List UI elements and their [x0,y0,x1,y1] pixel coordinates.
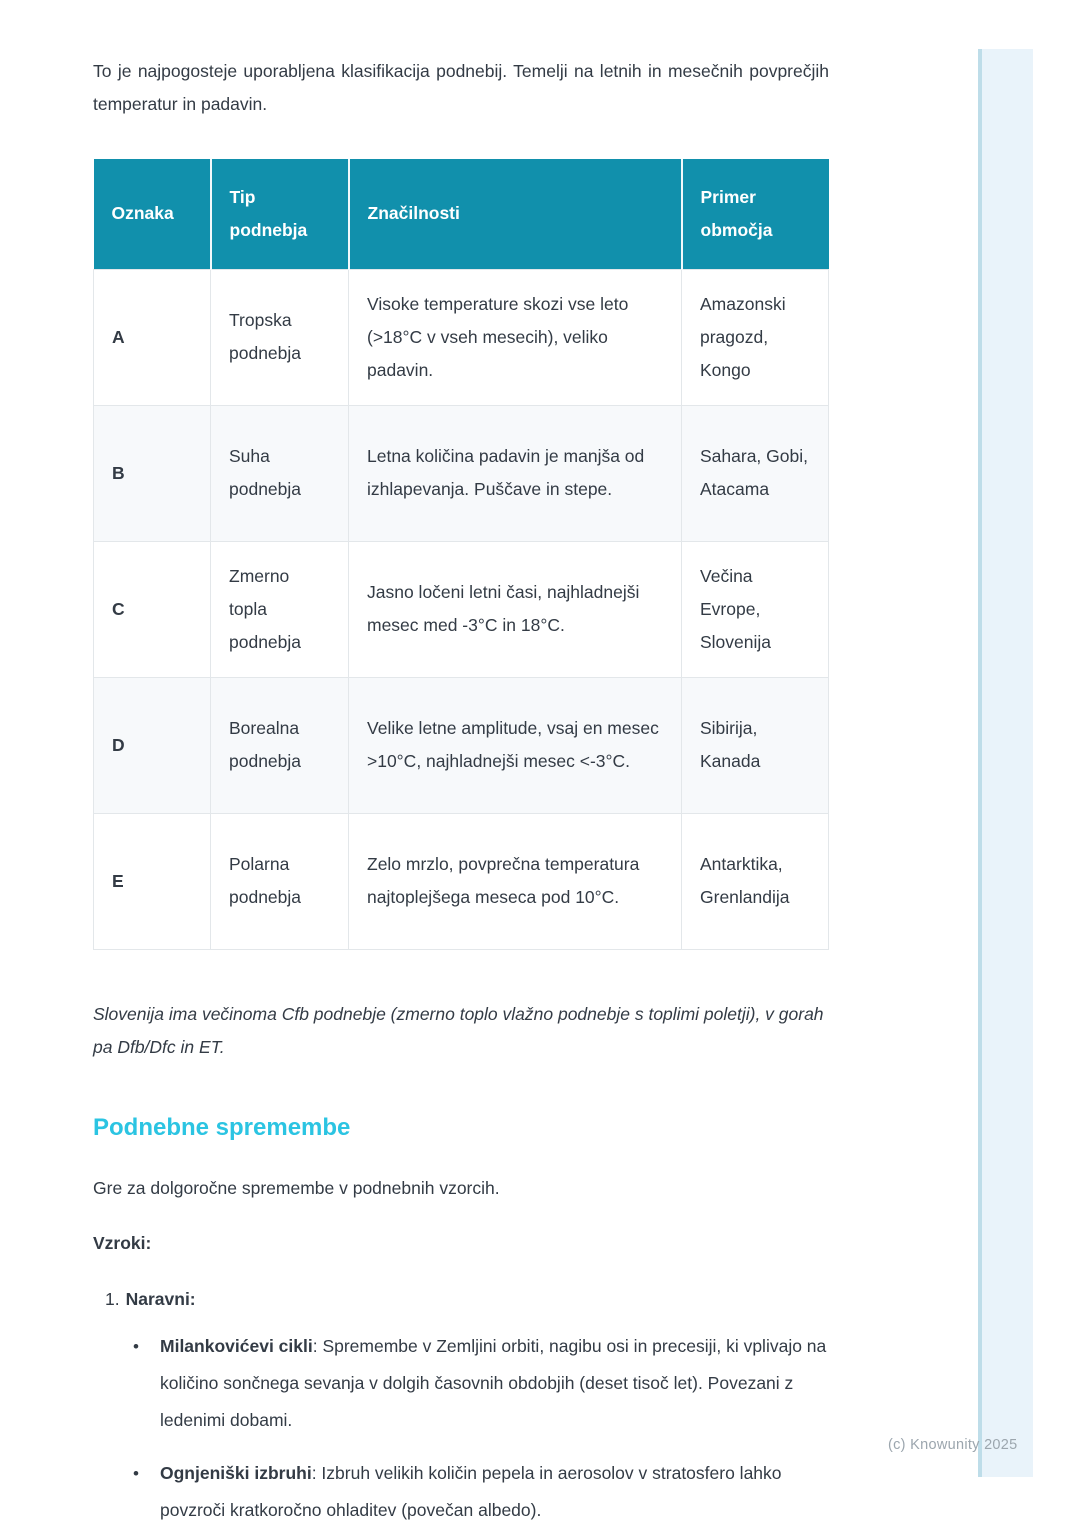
cell-oznaka: B [94,405,211,541]
list-item [93,1328,833,1439]
cell-znacilnosti: Zelo mrzlo, povprečna temperatura najtoplejšega meseca pod 10°C. [349,813,682,949]
intro-paragraph: To je najpogosteje uporabljena klasifikacija podnebij. Temelji na letnih in mesečnih povprečjih temperatur in padavin. [93,61,829,114]
list-item-number: 1. [105,1288,120,1309]
bullet-bold-term: Milankovićevi cikli [160,1335,313,1356]
cell-znacilnosti: Letna količina padavin je manjša od izhlapevanja. Puščave in stepe. [349,405,682,541]
list-item-label: Naravni: [125,1288,196,1309]
naravni-bullet-list [93,1328,833,1529]
causes-ordered-list [93,1286,829,1529]
cell-tip: Zmerno topla podnebja [211,541,349,677]
table-row [94,541,829,677]
cell-oznaka: D [94,677,211,813]
cell-oznaka: E [94,813,211,949]
bullet-body-text: : Izbruh velikih količin pepela in aerosolov v stratosfero lahko povzroči kratkoročno ohladitev (povečan albedo). [160,1462,782,1520]
cell-znacilnosti: Jasno ločeni letni časi, najhladnejši mesec med -3°C in 18°C. [349,541,682,677]
column-header-tip-podnebja: Tip podnebja [211,159,349,269]
section-heading-podnebne-spremembe: Podnebne spremembe [93,1113,351,1141]
section-paragraph: Gre za dolgoročne spremembe v podnebnih vzorcih. [93,1177,500,1198]
column-header-znacilnosti: Značilnosti [349,159,682,269]
document-content [93,55,829,1529]
list-item [93,1455,833,1529]
cell-primer: Amazonski pragozd, Kongo [682,269,829,405]
table-row [94,813,829,949]
table-row [94,677,829,813]
cell-tip: Tropska podnebja [211,269,349,405]
cell-primer: Sibirija, Kanada [682,677,829,813]
cell-tip: Polarna podnebja [211,813,349,949]
cell-primer: Antarktika, Grenlandija [682,813,829,949]
causes-label: Vzroki: [93,1232,152,1253]
bullet-text [160,1455,833,1529]
slovenia-climate-note: Slovenija ima večinoma Cfb podnebje (zmerno toplo vlažno podnebje s toplimi poletji), v gorah pa Dfb/Dfc in ET. [93,1003,824,1057]
table-row [94,405,829,541]
bullet-marker-icon: • [133,1463,139,1483]
climate-classification-table [93,159,829,950]
cell-primer: Sahara, Gobi, Atacama [682,405,829,541]
cell-tip: Suha podnebja [211,405,349,541]
column-header-oznaka: Oznaka [94,159,211,269]
bullet-body-text: : Spremembe v Zemljini orbiti, nagibu osi in precesiji, ki vplivajo na količino sončnega sevanja v dolgih časovnih obdobjih (deset tisoč let). Povezani z ledenimi dobami. [160,1335,827,1430]
cell-oznaka: A [94,269,211,405]
table-header-row [94,159,829,269]
cell-oznaka: C [94,541,211,677]
cell-tip: Borealna podnebja [211,677,349,813]
bullet-marker-icon: • [133,1336,139,1356]
cell-primer: Večina Evrope, Slovenija [682,541,829,677]
cell-znacilnosti: Visoke temperature skozi vse leto (>18°C v vseh mesecih), veliko padavin. [349,269,682,405]
bullet-bold-term: Ognjeniški izbruhi [160,1462,312,1483]
cell-znacilnosti: Velike letne amplitude, vsaj en mesec >10°C, najhladnejši mesec <-3°C. [349,677,682,813]
table-row [94,269,829,405]
bullet-text [160,1328,833,1439]
column-header-primer-obmocja: Primer območja [682,159,829,269]
copyright-watermark: (c) Knowunity 2025 [888,1437,1018,1453]
list-item-naravni [93,1286,829,1312]
page-edge-highlight-bar [978,49,1033,1477]
